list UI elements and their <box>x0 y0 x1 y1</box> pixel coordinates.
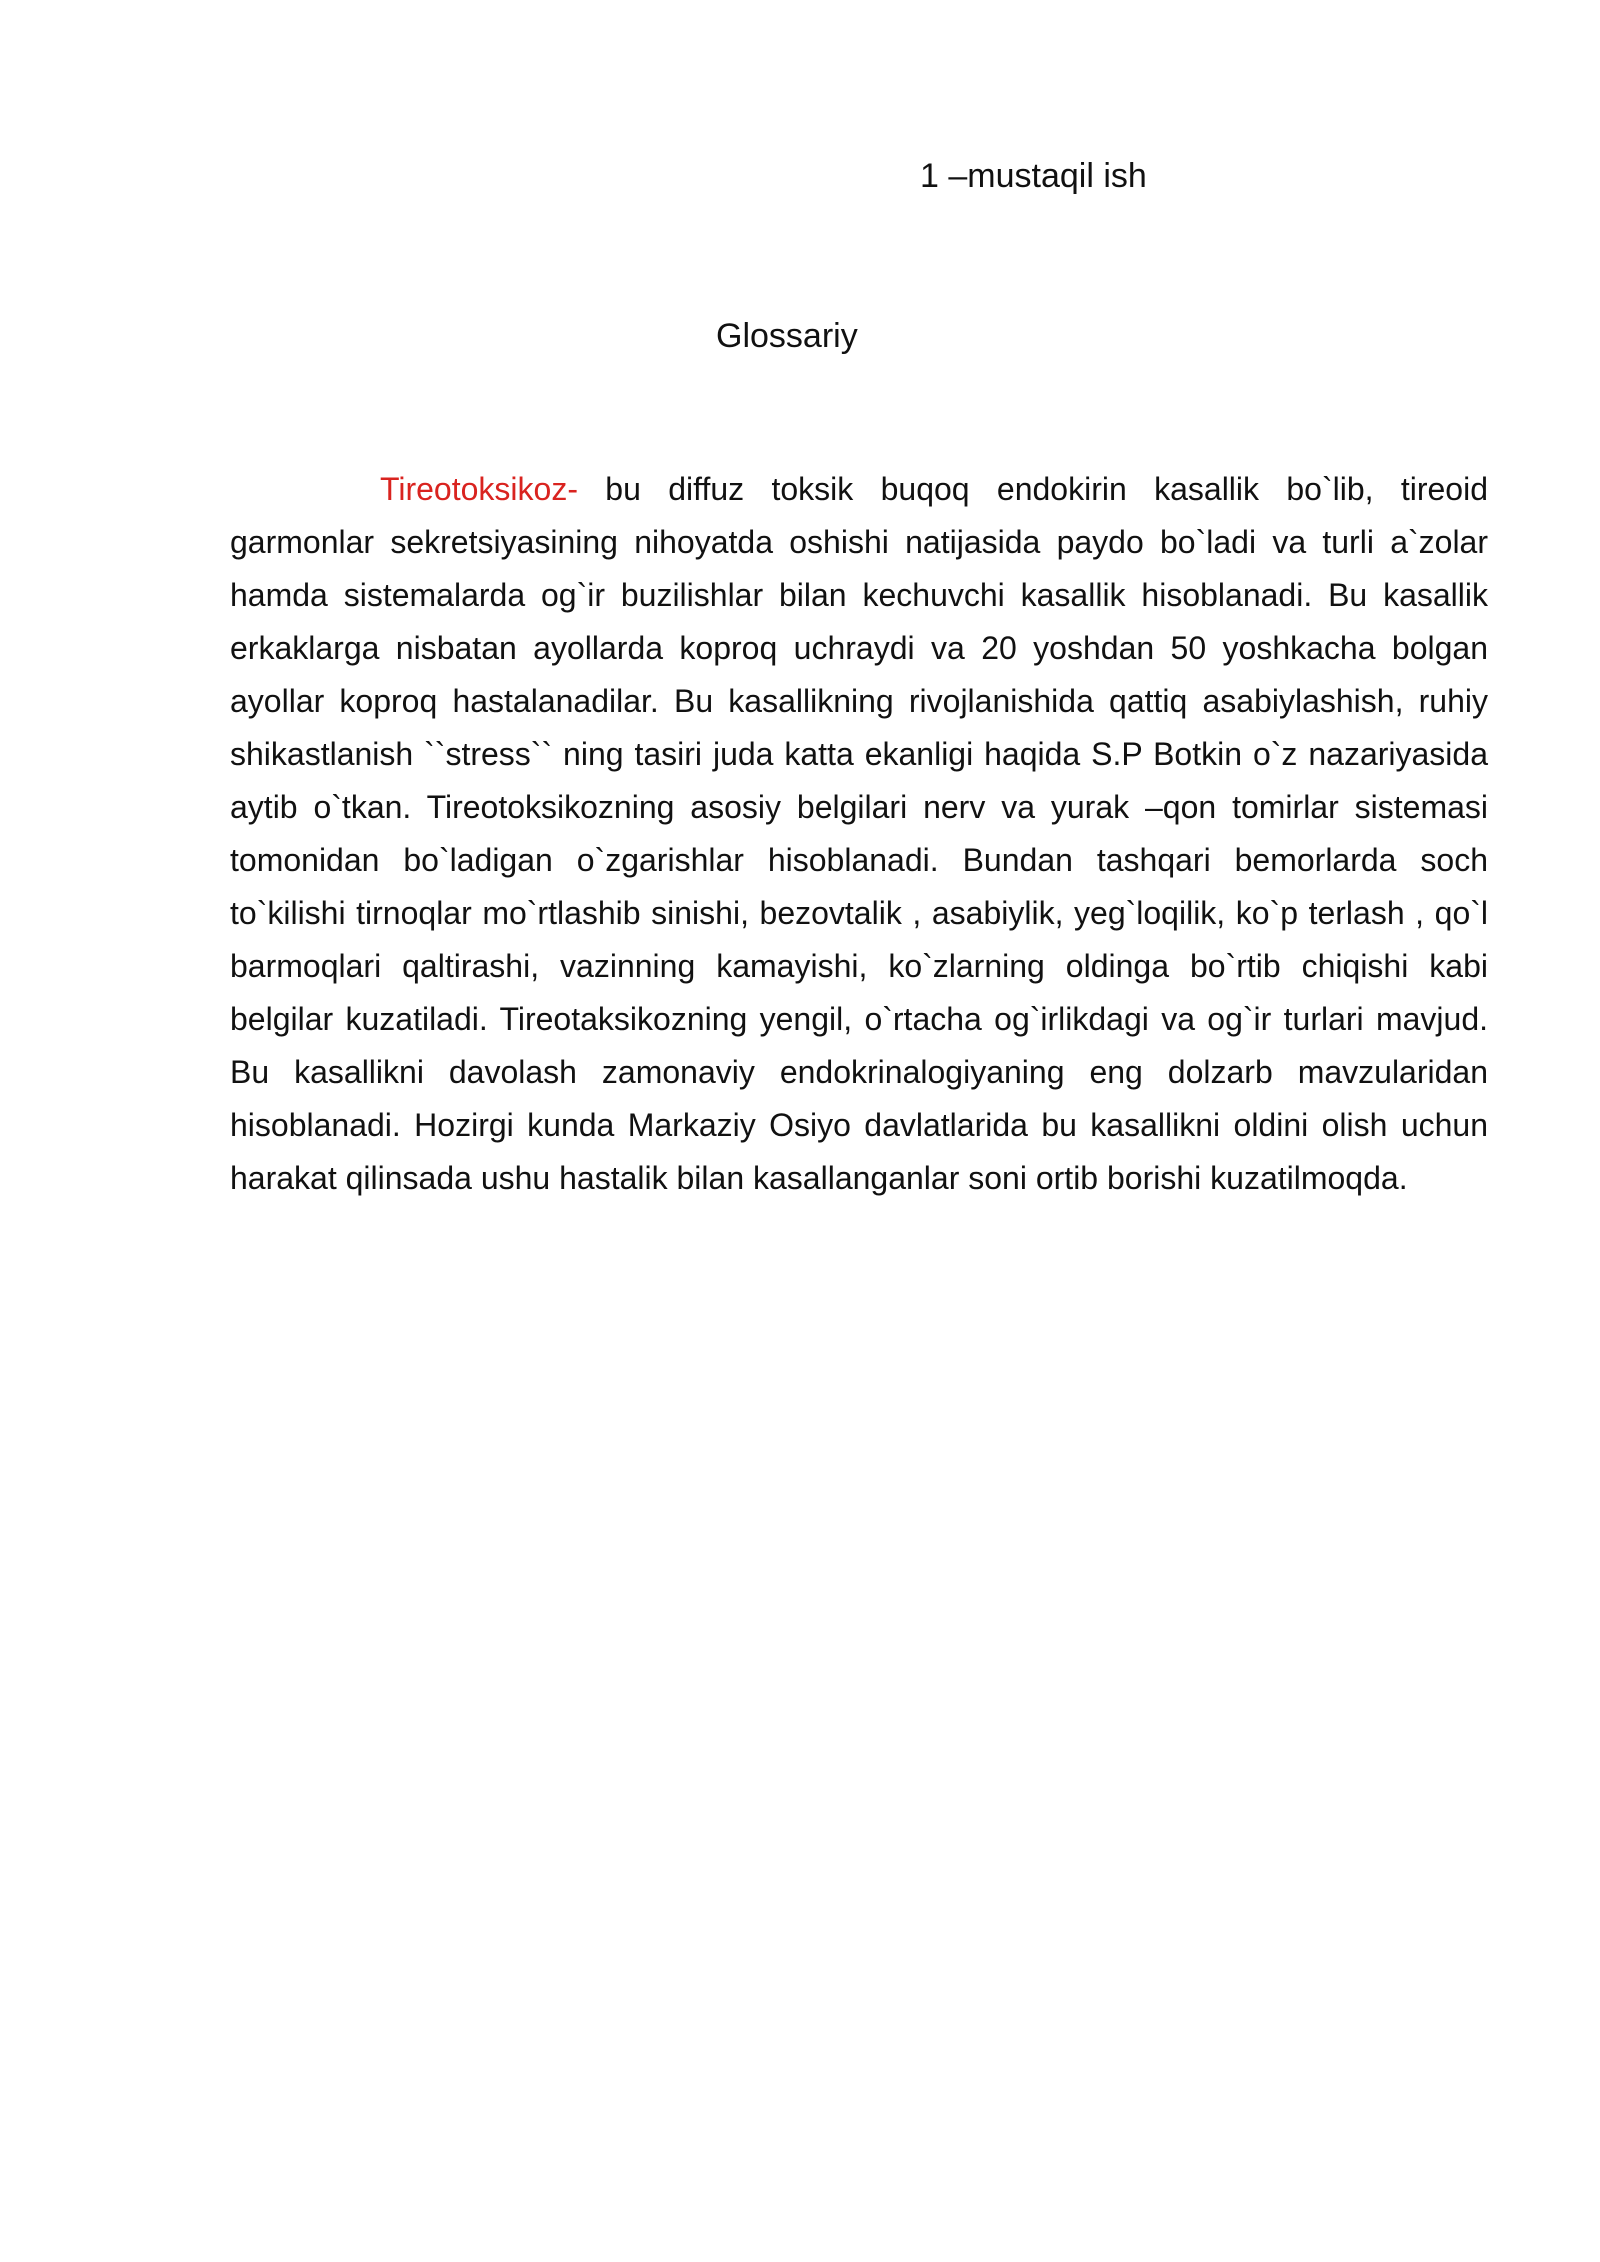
glossary-definition: bu diffuz toksik buqoq endokirin kasallik bo`lib, tireoid garmonlar sekretsiyasining nihoyatda oshishi natijasida paydo bo`ladi va turli a`zolar hamda sistemalarda og`ir buzilishlar bilan kechuvchi kasallik hisoblanadi. Bu kasallik erkaklarga nisbatan ayollarda koproq uchraydi va 20 yoshdan 50 yoshkacha bolgan ayollar koproq hastalanadilar. Bu kasallikning rivojlanishida qattiq asabiylashish, ruhiy shikastlanish ``stress`` ning tasiri juda katta ekanligi haqida S.P Botkin o`z nazariyasida aytib o`tkan. Tireotoksikozning asosiy belgilari nerv va yurak –qon tomirlar sistemasi tomonidan bo`ladigan o`zgarishlar hisoblanadi. Bundan tashqari bemorlarda soch to`kilishi tirnoqlar mo`rtlashib sinishi, bezovtalik , asabiylik, yeg`loqilik, ko`p terlash , qo`l barmoqlari qaltirashi, vazinning kamayishi, ko`zlarning oldinga bo`rtib chiqishi kabi belgilar kuzatiladi. Tireotaksikozning yengil, o`rtacha og`irlikdagi va og`ir turlari mavjud. Bu kasallikni davolash zamonaviy endokrinalogiyaning eng dolzarb mavzularidan hisoblanadi. Hozirgi kunda Markaziy Osiyo davlatlarida bu kasallikni oldini olish uchun harakat qilinsada ushu hastalik bilan kasallanganlar soni ortib borishi kuzatilmoqda. <box>230 471 1488 1196</box>
glossary-term: Tireotoksikoz- <box>380 471 578 507</box>
glossary-title: Glossariy <box>716 317 858 355</box>
glossary-paragraph <box>230 463 1488 1205</box>
assignment-number-heading: 1 –mustaqil ish <box>920 157 1147 195</box>
